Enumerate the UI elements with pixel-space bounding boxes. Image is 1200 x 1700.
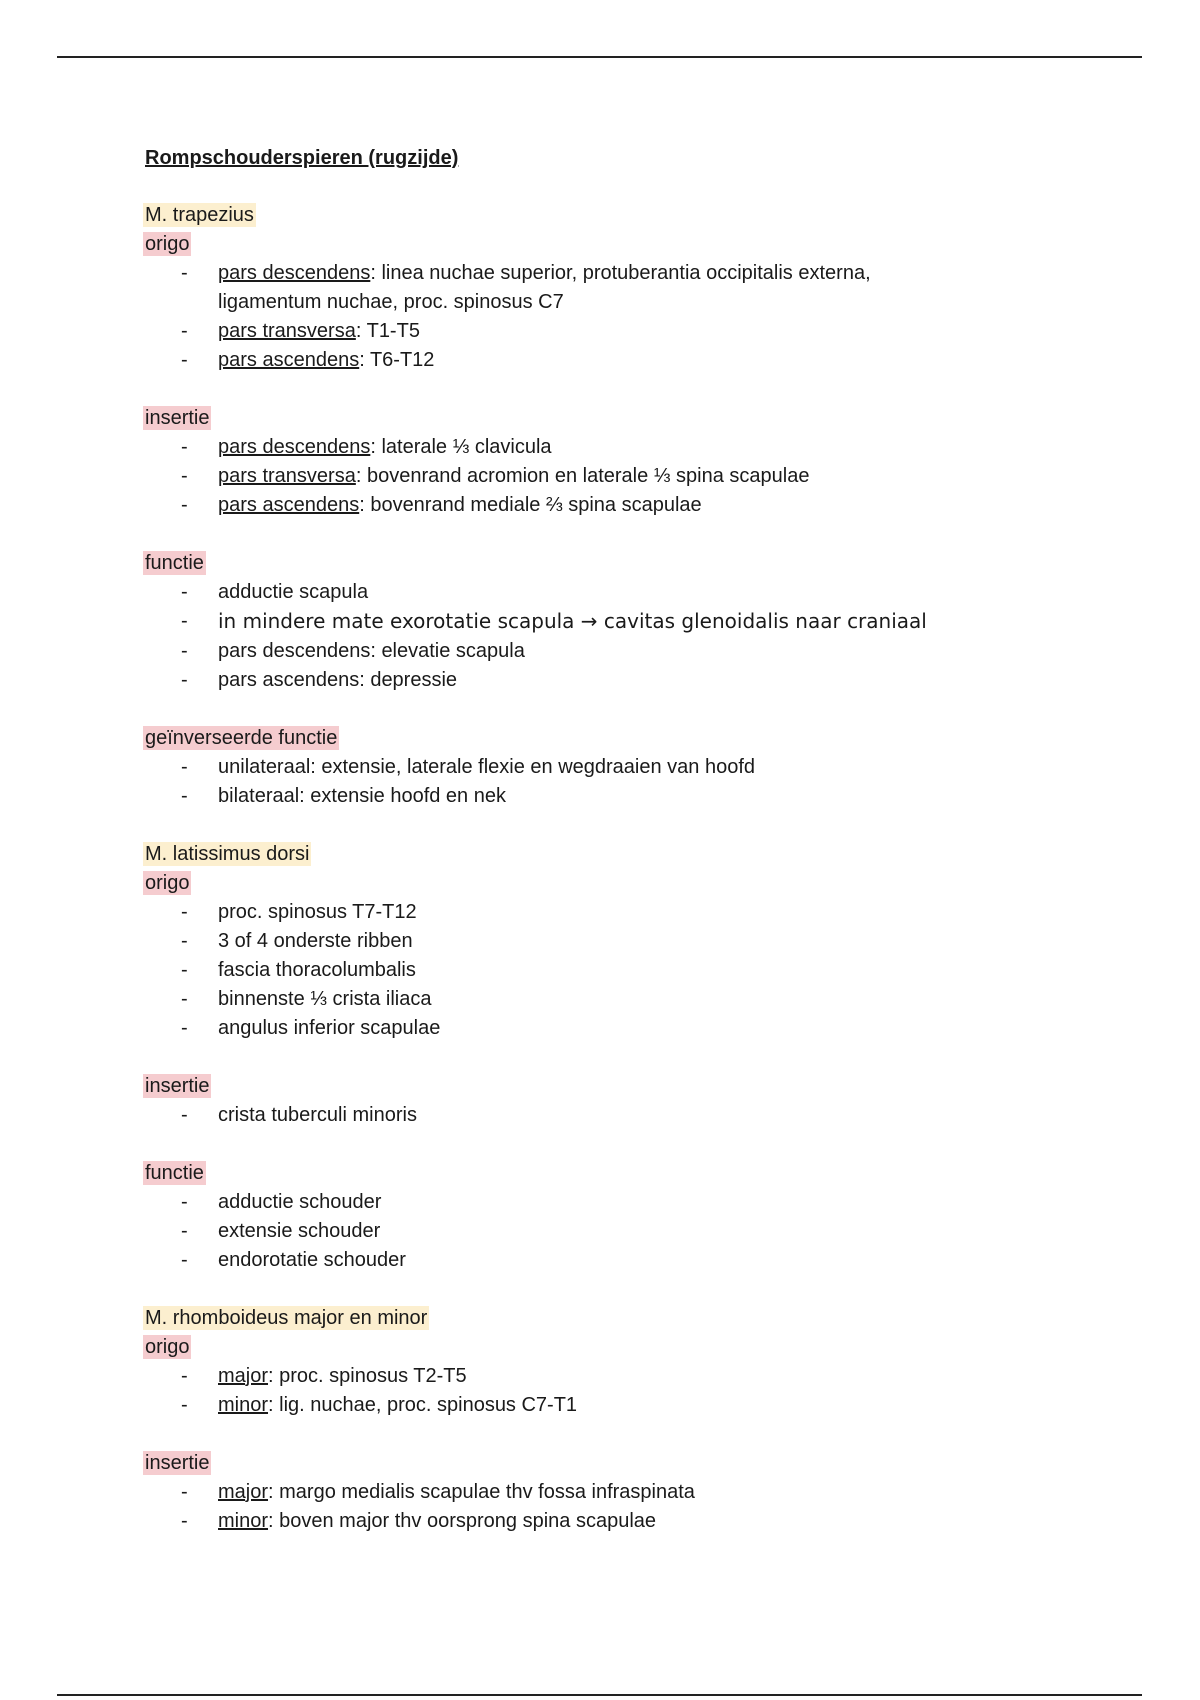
spacer: [145, 695, 1085, 724]
item-text: adductie scapula: [218, 581, 369, 603]
item-text: binnenste ⅓ crista iliaca: [218, 988, 432, 1010]
list-item: [145, 956, 1085, 985]
item-key: pars descendens: [218, 436, 371, 458]
list-item: [145, 1391, 1085, 1420]
section-heading: [145, 230, 1085, 259]
muscle-name: M. latissimus dorsi: [145, 843, 310, 865]
section-label: functie: [145, 552, 204, 574]
item-key: pars ascendens: [218, 494, 360, 516]
list-item: [145, 927, 1085, 956]
list-item: [145, 782, 1085, 811]
item-text: 3 of 4 onderste ribben: [218, 930, 413, 952]
spacer: [145, 1043, 1085, 1072]
spacer: [145, 1420, 1085, 1449]
list-item: [145, 433, 1085, 462]
bullet-dash: -: [181, 1191, 188, 1213]
bullet-list: [145, 1188, 1085, 1275]
item-text: : bovenrand mediale ⅔ spina scapulae: [359, 494, 702, 516]
muscle-heading: [145, 1304, 1085, 1333]
section-label: origo: [145, 1336, 190, 1358]
item-key: minor: [218, 1510, 269, 1532]
section-heading: [145, 1449, 1085, 1478]
list-item: [145, 1246, 1085, 1275]
item-text: proc. spinosus T7-T12: [218, 901, 417, 923]
item-text: unilateraal: extensie, laterale flexie en wegdraaien van hoofd: [218, 756, 756, 778]
section-heading: [145, 404, 1085, 433]
list-item: [145, 1014, 1085, 1043]
spacer: [145, 520, 1085, 549]
muscle-heading: [145, 840, 1085, 869]
section-heading: [145, 1333, 1085, 1362]
muscle-name: M. trapezius: [145, 204, 254, 226]
bullet-list: [145, 753, 1085, 811]
list-item: [145, 491, 1085, 520]
list-item: [145, 462, 1085, 491]
list-item: [145, 259, 1085, 288]
section-label: insertie: [145, 1075, 210, 1097]
list-item: [145, 666, 1085, 695]
bullet-dash: -: [181, 1104, 188, 1126]
item-text: bilateraal: extensie hoofd en nek: [218, 785, 506, 807]
bullet-dash: -: [181, 1220, 188, 1242]
bullet-dash: -: [181, 581, 188, 603]
top-divider: [57, 56, 1142, 58]
bullet-dash: -: [181, 494, 188, 516]
list-item: [145, 1478, 1085, 1507]
section-label: functie: [145, 1162, 204, 1184]
bullet-dash: -: [181, 262, 188, 284]
section-label: origo: [145, 233, 190, 255]
spacer: [145, 375, 1085, 404]
item-text: : laterale ⅓ clavicula: [370, 436, 552, 458]
item-text: angulus inferior scapulae: [218, 1017, 441, 1039]
section-label: insertie: [145, 407, 210, 429]
item-text: : boven major thv oorsprong spina scapulae: [268, 1510, 657, 1532]
bullet-list: [145, 898, 1085, 1043]
item-text: fascia thoracolumbalis: [218, 959, 416, 981]
section-label: origo: [145, 872, 190, 894]
list-item: [145, 607, 1085, 637]
section-heading: [145, 549, 1085, 578]
item-text: ligamentum nuchae, proc. spinosus C7: [218, 291, 564, 313]
section-heading: [145, 724, 1085, 753]
spacer: [145, 1130, 1085, 1159]
document-title: Rompschouderspieren (rugzijde): [145, 147, 459, 169]
section-label: geïnverseerde functie: [145, 727, 338, 749]
bullet-dash: -: [181, 756, 188, 778]
bullet-list: [145, 1101, 1085, 1130]
list-item: [145, 346, 1085, 375]
bullet-list: [145, 578, 1085, 695]
bullet-dash: -: [181, 1017, 188, 1039]
bullet-dash: -: [181, 901, 188, 923]
item-text: : T1-T5: [355, 320, 420, 342]
muscle-name: M. rhomboideus major en minor: [145, 1307, 428, 1329]
item-text: : linea nuchae superior, protuberantia occipitalis externa,: [370, 262, 871, 284]
list-item: [145, 637, 1085, 666]
list-item: [145, 985, 1085, 1014]
item-text: in mindere mate exorotatie scapula → cavitas glenoidalis naar craniaal: [218, 609, 927, 633]
document-page: [145, 143, 1085, 1536]
list-item: [145, 1217, 1085, 1246]
bullet-dash: -: [181, 1394, 188, 1416]
list-item: [145, 1101, 1085, 1130]
item-text: : margo medialis scapulae thv fossa infraspinata: [268, 1481, 695, 1503]
bullet-dash: -: [181, 349, 188, 371]
bullet-list: [145, 433, 1085, 520]
section-heading: [145, 1072, 1085, 1101]
bullet-list: [145, 1362, 1085, 1420]
spacer: [145, 811, 1085, 840]
bullet-dash: -: [181, 959, 188, 981]
item-text: endorotatie schouder: [218, 1249, 406, 1271]
section-heading: [145, 869, 1085, 898]
item-key: pars descendens: [218, 262, 371, 284]
document-content: [145, 201, 1085, 1536]
bullet-dash: -: [181, 1481, 188, 1503]
section-heading: [145, 1159, 1085, 1188]
bullet-dash: -: [181, 640, 188, 662]
item-text: crista tuberculi minoris: [218, 1104, 417, 1126]
bullet-list: [145, 1478, 1085, 1536]
list-item: [145, 288, 1085, 317]
item-text: : proc. spinosus T2-T5: [268, 1365, 467, 1387]
list-item: [145, 1507, 1085, 1536]
bullet-dash: -: [181, 988, 188, 1010]
item-key: minor: [218, 1394, 269, 1416]
item-text: pars ascendens: depressie: [218, 669, 458, 691]
bullet-dash: -: [181, 930, 188, 952]
item-key: major: [218, 1481, 269, 1503]
bullet-dash: -: [181, 785, 188, 807]
bullet-dash: -: [181, 669, 188, 691]
item-key: pars transversa: [218, 320, 356, 342]
item-text: pars descendens: elevatie scapula: [218, 640, 525, 662]
item-text: extensie schouder: [218, 1220, 381, 1242]
bottom-divider: [57, 1694, 1142, 1696]
item-key: pars ascendens: [218, 349, 360, 371]
spacer: [145, 1275, 1085, 1304]
list-item: [145, 1188, 1085, 1217]
bullet-dash: -: [181, 1249, 188, 1271]
item-text: : bovenrand acromion en laterale ⅓ spina scapulae: [355, 465, 810, 487]
bullet-dash: -: [181, 465, 188, 487]
item-text: : lig. nuchae, proc. spinosus C7-T1: [268, 1394, 578, 1416]
item-text: adductie schouder: [218, 1191, 382, 1213]
list-item: [145, 1362, 1085, 1391]
bullet-list: [145, 259, 1085, 375]
list-item: [145, 753, 1085, 782]
bullet-dash: -: [181, 320, 188, 342]
list-item: [145, 578, 1085, 607]
bullet-dash: -: [181, 1510, 188, 1532]
bullet-dash: -: [181, 1365, 188, 1387]
bullet-dash: -: [181, 436, 188, 458]
list-item: [145, 898, 1085, 927]
item-text: : T6-T12: [359, 349, 435, 371]
item-key: pars transversa: [218, 465, 356, 487]
muscle-heading: [145, 201, 1085, 230]
list-item: [145, 317, 1085, 346]
section-label: insertie: [145, 1452, 210, 1474]
item-key: major: [218, 1365, 269, 1387]
bullet-dash: -: [181, 610, 188, 632]
